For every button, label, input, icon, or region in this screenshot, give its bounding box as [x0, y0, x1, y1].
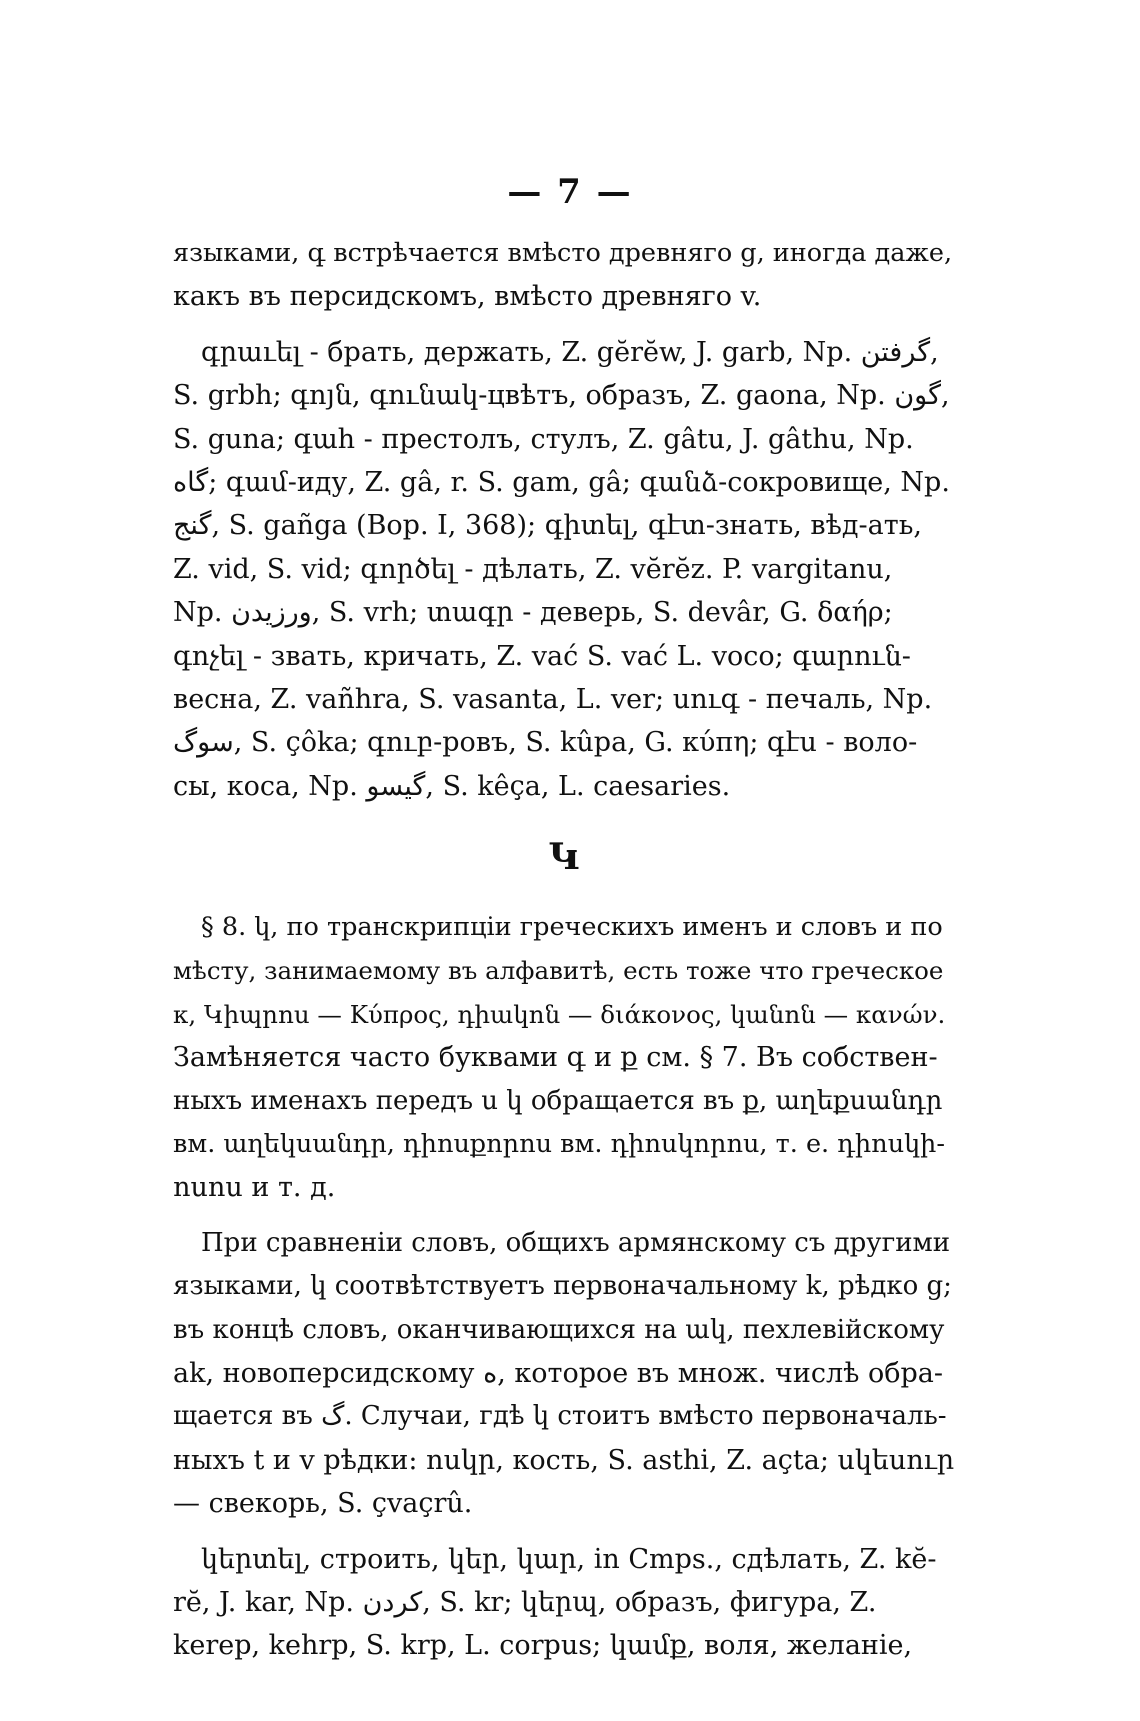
text-line: سوگ, S. çôka; գուբ-ровъ, S. kûpa, G. κύπη; գէս - воло-: [173, 727, 918, 759]
paragraph-k-examples: [173, 1538, 955, 1668]
text-line: ныхъ t и v рѣдки: ոսկր, кость, S. asthi, Z. açta; սկեսուր: [173, 1444, 955, 1476]
text-line: § 8. կ, по транскрипціи греческихъ именъ и словъ и по: [201, 912, 943, 943]
section-heading: Կ: [548, 836, 580, 879]
text-line: Замѣняется часто буквами գ и ք см. § 7. Въ собствен-: [173, 1042, 938, 1074]
page-body: [173, 232, 955, 1668]
text-line: языками, գ встрѣчается вмѣсто древняго g, иногда даже,: [173, 238, 953, 268]
paragraph-section-8: [173, 906, 955, 1210]
text-line: گاه; գամ-иду, Z. gâ, r. S. gam, gâ; գանձ-сокровище, Np.: [173, 466, 950, 498]
text-line: При сравненіи словъ, общихъ армянскому съ другими: [201, 1227, 951, 1258]
text-line: сы, коса, Np. گيسو, S. kêça, L. caesaries.: [173, 770, 731, 802]
text-line: Np. ورزيدن, S. vrh; տագր - деверь, S. devâr, G. δαήρ;: [173, 597, 893, 629]
text-line: گنج, S. gañga (Вор. I, 368); գիտել, գէտ-знать, вѣд-ать,: [173, 510, 922, 542]
text-line: мѣсту, занимаемому въ алфавитѣ, есть тоже что греческое: [173, 956, 944, 986]
text-line: языками, կ соотвѣтствуетъ первоначальному k, рѣдко g;: [173, 1271, 952, 1302]
text-line: ոսոս и т. д.: [173, 1172, 336, 1204]
text-line: S. grbh; գոյն, գունակ-цвѣтъ, образъ, Z. gaona, Np. گون,: [173, 380, 950, 412]
text-line: kerep, kehrp, S. krp, L. corpus; կամք, воля, желаніе,: [173, 1630, 913, 1662]
text-line: щается въ گ. Случаи, гдѣ կ стоитъ вмѣсто первоначаль-: [173, 1401, 947, 1432]
page-number: — 7 —: [507, 172, 633, 212]
text-line: գրաւել - брать, держать, Z. gĕrĕw, J. garb, Np. گرفتن,: [201, 336, 939, 368]
text-line: вм. աղեկսանդր, դիոսքորոս вм. դիոսկորոս, т. е. դիոսկի-: [173, 1129, 945, 1160]
paragraph-g-examples: [173, 331, 955, 808]
paragraph-comparison: [173, 1222, 955, 1526]
text-line: գոչել - звать, кричать, Z. vać S. vać L. voco; գարուն-: [173, 640, 911, 672]
text-line: S. guna; գահ - престолъ, стулъ, Z. gâtu, J. gâthu, Np.: [173, 423, 914, 455]
text-line: какъ въ персидскомъ, вмѣсто древняго v.: [173, 281, 762, 313]
text-line: въ концѣ словъ, оканчивающихся на ակ, пехлевійскому: [173, 1314, 945, 1345]
text-line: Z. vid, S. vid; գործել - дѣлать, Z. vĕrĕz. P. vargitanu,: [173, 553, 893, 585]
paragraph-continuation: [173, 232, 955, 319]
text-line: весна, Z. vañhra, S. vasanta, L. ver; սուգ - печаль, Np.: [173, 683, 933, 715]
text-line: rĕ, J. kar, Np. كردن, S. kr; կերպ, образъ, фигура, Z.: [173, 1586, 877, 1618]
text-line: ak, новоперсидскому ه, которое въ множ. числѣ обра-: [173, 1357, 944, 1389]
text-line: կերտել, строить, կեր, կար, in Cmps., сдѣлать, Z. kĕ-: [201, 1543, 937, 1575]
text-line: κ, Կիպրոս — Κύπρος, դիակոն — διάκονος, կանոն — κανών.: [173, 999, 946, 1029]
text-line: — свекорь, S. çvaçrû.: [173, 1488, 473, 1520]
text-line: ныхъ именахъ передъ ս կ обращается въ ք, աղեքսանդր: [173, 1085, 943, 1116]
